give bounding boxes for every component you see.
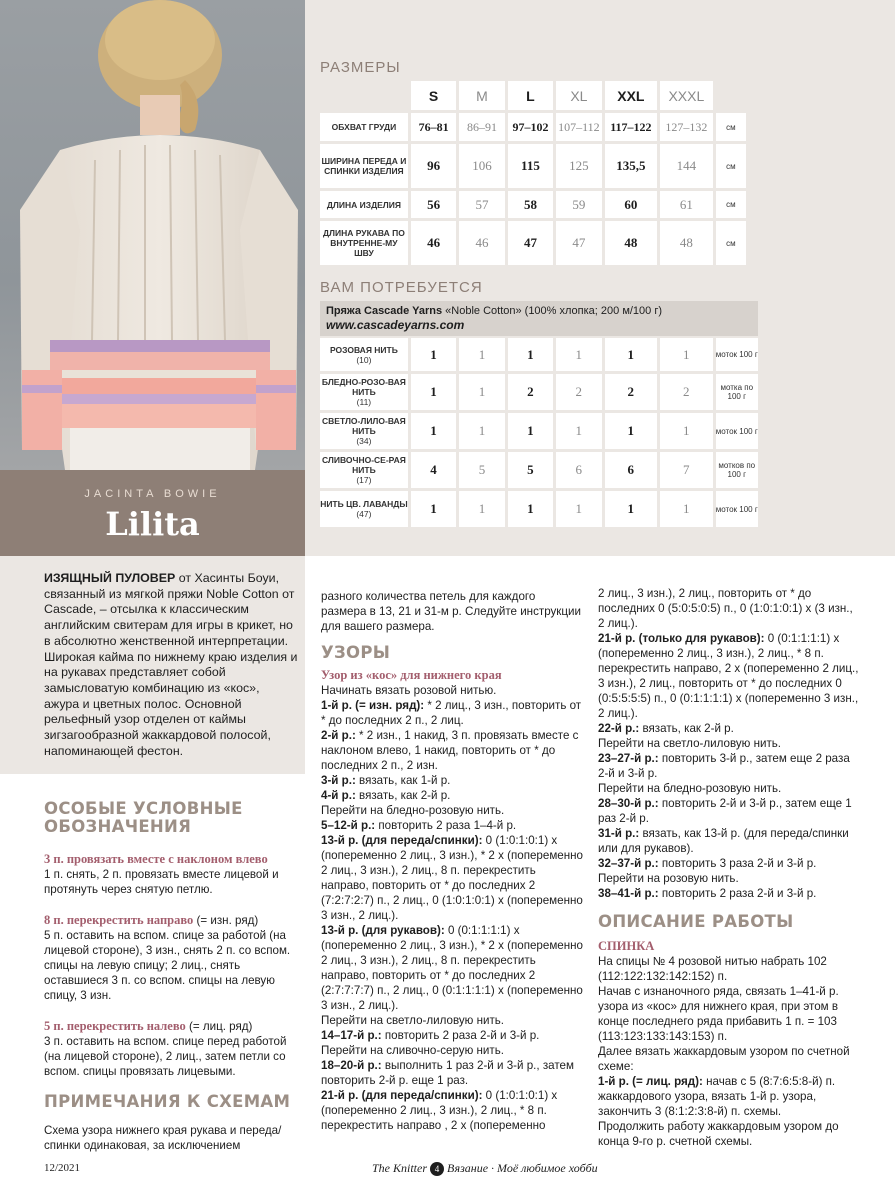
table-cell: 76–81 bbox=[411, 113, 456, 141]
table-cell: 1 bbox=[411, 338, 456, 371]
page-number: 4 bbox=[430, 1162, 444, 1176]
row-instruction: 1-й р. (= лиц. ряд): начав с 5 (8:7:6:5:8-й) п. жаккардового узора, вязать 1-й р. узора, закончить 3 (8:1:2:3:8-й) п. схемы. bbox=[598, 1075, 836, 1118]
unit-cell: см bbox=[716, 113, 746, 141]
unit-cell: см bbox=[716, 191, 746, 218]
row-label: ОБХВАТ ГРУДИ bbox=[320, 113, 408, 141]
work-heading: ОПИСАНИЕ РАБОТЫ bbox=[598, 912, 794, 931]
table-cell: 47 bbox=[556, 221, 601, 265]
row-instruction: 1-й р. (= изн. ряд): * 2 лиц., 3 изн., повторить от * до последних 2 п., 2 лиц. bbox=[321, 699, 582, 727]
table-cell: 1 bbox=[508, 413, 553, 449]
yarn-description: «Noble Cotton» (100% хлопка; 200 м/100 г) bbox=[445, 305, 663, 317]
row-label: СВЕТЛО-ЛИЛО-ВАЯ НИТЬ (34) bbox=[320, 413, 408, 449]
row-label: ШИРИНА ПЕРЕДА И СПИНКИ ИЗДЕЛИЯ bbox=[320, 144, 408, 188]
pattern-title: Lilita bbox=[105, 505, 200, 543]
paragraph: Перейти на сливочно-серую нить. bbox=[321, 1044, 504, 1057]
table-cell: 1 bbox=[411, 491, 456, 527]
notes-heading: ПРИМЕЧАНИЯ К СХЕМАМ bbox=[44, 1092, 291, 1111]
table-cell: 58 bbox=[508, 191, 553, 218]
table-cell: 1 bbox=[411, 413, 456, 449]
table-cell: 86–91 bbox=[459, 113, 504, 141]
row-label: ДЛИНА ИЗДЕЛИЯ bbox=[320, 191, 408, 218]
intro-text: ИЗЯЩНЫЙ ПУЛОВЕР от Хасинты Боуи, связанный из мягкой пряжи Noble Cotton от Cascade, – отсылка к классическим английским свитерам для игры в крикет, но в абсолютно женственной интерпретации. Широкая кайма по нижнему краю изделия и на рукавах представляет собой замысловатую комбинацию из «кос», ажура и цветных полос. Основной рельефный узор отделен от каймы зигзагообразной жаккардовой полосой, напоминающей фестон. bbox=[44, 571, 298, 758]
row-instruction: 18–20-й р.: выполнить 1 раз 2-й и 3-й р., затем повторить 2-й р. еще 1 раз. bbox=[321, 1059, 574, 1087]
paragraph: разного количества петель для каждого размера в 13, 21 и 31-м р. Следуйте инструкции для вашего размера. bbox=[321, 590, 581, 633]
yarn-info bbox=[320, 301, 758, 336]
table-cell: 97–102 bbox=[508, 113, 553, 141]
size-header: L bbox=[508, 81, 553, 110]
column-2 bbox=[321, 589, 583, 1133]
abbreviations-heading: ОСОБЫЕ УСЛОВНЫЕ ОБОЗНАЧЕНИЯ bbox=[44, 799, 243, 836]
table-cell: 61 bbox=[660, 191, 713, 218]
size-header: XXXL bbox=[660, 81, 713, 110]
table-cell: 1 bbox=[605, 413, 658, 449]
table-cell: 1 bbox=[556, 491, 601, 527]
row-instruction: 14–17-й р.: повторить 2 раза 2-й и 3-й р. bbox=[321, 1029, 540, 1042]
column-1 bbox=[44, 800, 306, 1153]
yarn-brand: Пряжа Cascade Yarns bbox=[326, 305, 443, 317]
paragraph: Перейти на бледно-розовую нить. bbox=[598, 782, 782, 795]
table-cell: 47 bbox=[508, 221, 553, 265]
row-instruction: 22-й р.: вязать, как 2-й р. bbox=[598, 722, 734, 735]
table-cell: 1 bbox=[660, 413, 713, 449]
table-cell: 2 bbox=[556, 374, 601, 410]
paragraph: Перейти на розовую нить. bbox=[598, 872, 739, 885]
table-cell: 115 bbox=[508, 144, 553, 188]
sweater-photo bbox=[0, 0, 305, 470]
table-cell: 125 bbox=[556, 144, 601, 188]
pattern-subheading: Узор из «кос» для нижнего края bbox=[321, 668, 502, 682]
row-instruction: 4-й р.: вязать, как 2-й р. bbox=[321, 789, 451, 802]
sizes-heading: РАЗМЕРЫ bbox=[320, 59, 401, 76]
paragraph: Перейти на светло-лиловую нить. bbox=[321, 1014, 505, 1027]
row-label: НИТЬ ЦВ. ЛАВАНДЫ (47) bbox=[320, 491, 408, 527]
designer-name: JACINTA BOWIE bbox=[84, 488, 221, 500]
table-cell: 7 bbox=[660, 452, 713, 488]
row-instruction: 38–41-й р.: повторить 2 раза 2-й и 3-й р. bbox=[598, 887, 817, 900]
table-cell: 1 bbox=[508, 338, 553, 371]
table-cell: 6 bbox=[605, 452, 658, 488]
table-cell: 2 bbox=[660, 374, 713, 410]
table-cell: 1 bbox=[508, 491, 553, 527]
table-cell: 6 bbox=[556, 452, 601, 488]
table-cell: 5 bbox=[459, 452, 504, 488]
magazine-footer: The Knitter 4 Вязание · Моё любимое хобби bbox=[372, 1161, 598, 1175]
size-header: XXL bbox=[605, 81, 658, 110]
column-3 bbox=[598, 586, 860, 1149]
table-cell: 1 bbox=[459, 374, 504, 410]
abbr-title-row: 8 п. перекрестить направо (= изн. ряд) bbox=[44, 913, 259, 927]
row-instruction: 13-й р. (для переда/спинки): 0 (1:0:1:0:1) x (попеременно 2 лиц., 3 изн.), * 2 x (попеременно 2 лиц., 3 изн.), 2 лиц., 8 п. перекрестить направо, повторить от * до последних 2 (7:2:7:2:7) п., 2 лиц., 0 (1:0:1:0:1) x (попеременно 3 изн., 2 лиц.). bbox=[321, 834, 584, 922]
table-cell: 46 bbox=[459, 221, 504, 265]
table-cell: 135,5 bbox=[605, 144, 658, 188]
table-cell: 1 bbox=[605, 338, 658, 371]
table-cell: 1 bbox=[660, 338, 713, 371]
size-header: XL bbox=[556, 81, 601, 110]
table-cell: 60 bbox=[605, 191, 658, 218]
table-cell: 1 bbox=[459, 413, 504, 449]
unit-cell: моток 100 г bbox=[716, 491, 758, 527]
abbr-title-row: 5 п. перекрестить налево (= лиц. ряд) bbox=[44, 1019, 253, 1033]
sizes-table bbox=[317, 78, 749, 268]
row-instruction: 31-й р.: вязать, как 13-й р. (для переда/спинки или для рукавов). bbox=[598, 827, 849, 855]
table-cell: 127–132 bbox=[660, 113, 713, 141]
table-cell: 1 bbox=[556, 413, 601, 449]
paragraph: 2 лиц., 3 изн.), 2 лиц., повторить от * до последних 0 (5:0:5:0:5) п., 0 (1:0:1:0:1) x (3 изн., 2 лиц.). bbox=[598, 587, 853, 630]
paragraph: Перейти на светло-лиловую нить. bbox=[598, 737, 782, 750]
unit-cell: мотка по 100 г bbox=[716, 374, 758, 410]
unit-cell: см bbox=[716, 221, 746, 265]
table-cell: 59 bbox=[556, 191, 601, 218]
table-cell: 96 bbox=[411, 144, 456, 188]
table-cell: 4 bbox=[411, 452, 456, 488]
row-instruction: 21-й р. (для переда/спинки): 0 (1:0:1:0:1) x (попеременно 2 лиц., 3 изн.), 2 лиц., * 8 п. перекрестить направо , 2 x (попеременно bbox=[321, 1089, 558, 1132]
table-cell: 117–122 bbox=[605, 113, 658, 141]
paragraph: На спицы № 4 розовой нитью набрать 102 (112:122:132:142:152) п. bbox=[598, 955, 827, 983]
table-cell: 144 bbox=[660, 144, 713, 188]
paragraph: Далее вязать жаккардовым узором по счетной схеме: bbox=[598, 1045, 850, 1073]
abbr-text: 1 п. снять, 2 п. провязать вместе лицевой и протянуть через снятую петлю. bbox=[44, 868, 279, 896]
table-cell: 48 bbox=[660, 221, 713, 265]
row-instruction: 28–30-й р.: повторить 2-й и 3-й р., затем еще 1 раз 2-й р. bbox=[598, 797, 852, 825]
table-cell: 1 bbox=[556, 338, 601, 371]
unit-cell: моток 100 г bbox=[716, 338, 758, 371]
table-cell: 48 bbox=[605, 221, 658, 265]
row-label: РОЗОВАЯ НИТЬ (10) bbox=[320, 338, 408, 371]
table-cell: 106 bbox=[459, 144, 504, 188]
table-cell: 107–112 bbox=[556, 113, 601, 141]
back-subheading: СПИНКА bbox=[598, 939, 655, 953]
issue-number: 12/2021 bbox=[44, 1162, 81, 1174]
row-instruction: 5–12-й р.: повторить 2 раза 1–4-й р. bbox=[321, 819, 517, 832]
table-cell: 2 bbox=[508, 374, 553, 410]
patterns-heading: УЗОРЫ bbox=[321, 643, 391, 662]
table-cell: 5 bbox=[508, 452, 553, 488]
row-instruction: 3-й р.: вязать, как 1-й р. bbox=[321, 774, 451, 787]
materials-heading: ВАМ ПОТРЕБУЕТСЯ bbox=[320, 279, 483, 296]
row-instruction: 13-й р. (для рукавов): 0 (0:1:1:1:1) x (попеременно 2 лиц., 3 изн.), * 2 x (попеременно 2 лиц., 3 изн.), 2 лиц., 8 п. перекрестить направо, повторить от * до последних 2 (2:7:7:7:7) п., 2 лиц., 0 (0:1:1:1:1) x (попеременно 3 изн., 2 лиц.). bbox=[321, 924, 584, 1012]
table-cell: 46 bbox=[411, 221, 456, 265]
row-label: СЛИВОЧНО-СЕ-РАЯ НИТЬ (17) bbox=[320, 452, 408, 488]
row-label: ДЛИНА РУКАВА ПО ВНУТРЕННЕ-МУ ШВУ bbox=[320, 221, 408, 265]
materials-table bbox=[317, 335, 761, 530]
abbr-text: 3 п. оставить на вспом. спице перед работой (на лицевой стороне), 2 лиц., затем петли со вспом. спицы провязать лицевыми. bbox=[44, 1035, 287, 1078]
unit-cell: моток 100 г bbox=[716, 413, 758, 449]
paragraph: Продолжить работу жаккардовым узором до конца 9-го р. счетной схемы. bbox=[598, 1120, 839, 1148]
unit-cell: см bbox=[716, 144, 746, 188]
table-cell: 1 bbox=[459, 338, 504, 371]
row-instruction: 32–37-й р.: повторить 3 раза 2-й и 3-й р. bbox=[598, 857, 817, 870]
yarn-url: www.cascadeyarns.com bbox=[326, 318, 465, 332]
row-instruction: 23–27-й р.: повторить 3-й р., затем еще 2 раза 2-й и 3-й р. bbox=[598, 752, 850, 780]
unit-cell: мотков по 100 г bbox=[716, 452, 758, 488]
size-header: M bbox=[459, 81, 504, 110]
row-label: БЛЕДНО-РОЗО-ВАЯ НИТЬ (11) bbox=[320, 374, 408, 410]
notes-text: Схема узора нижнего края рукава и переда/спинки одинаковая, за исключением bbox=[44, 1124, 282, 1152]
size-header: S bbox=[411, 81, 456, 110]
table-cell: 1 bbox=[411, 374, 456, 410]
abbr-title: 3 п. провязать вместе с наклоном влево bbox=[44, 852, 268, 866]
row-instruction: 2-й р.: * 2 изн., 1 накид, 3 п. провязать вместе с наклоном влево, 1 накид, повторить от * до последних 2 п., 2 изн. bbox=[321, 729, 579, 772]
abbr-text: 5 п. оставить на вспом. спице за работой (на лицевой стороне), 3 изн., снять 2 п. со вспом. спицы на левую спицу; 2 лиц., снять оставшиеся 3 п. со вспом. спицы на левую спицу, 3 изн. bbox=[44, 929, 291, 1002]
paragraph: Начинать вязать розовой нитью. bbox=[321, 684, 497, 697]
table-cell: 2 bbox=[605, 374, 658, 410]
table-cell: 57 bbox=[459, 191, 504, 218]
table-cell: 1 bbox=[459, 491, 504, 527]
paragraph: Начав с изнаночного ряда, связать 1–41-й р. узора из «кос» для нижнего края, при этом в конце последнего ряда прибавить 1 п. = 103 (113:123:133:143:153) п. bbox=[598, 985, 839, 1043]
table-cell: 1 bbox=[605, 491, 658, 527]
table-cell: 56 bbox=[411, 191, 456, 218]
table-cell: 1 bbox=[660, 491, 713, 527]
row-instruction: 21-й р. (только для рукавов): 0 (0:1:1:1:1) x (попеременно 2 лиц., 3 изн.), 2 лиц., * 8 п. перекрестить направо, 2 x (попеременно 2 лиц., 3 изн.), 2 лиц., повторить от * до последних 0 (0:5:5:5:5) п., 0 (0:1:1:1:1) x (попеременно 3 изн., 2 лиц.). bbox=[598, 632, 859, 720]
paragraph: Перейти на бледно-розовую нить. bbox=[321, 804, 505, 817]
